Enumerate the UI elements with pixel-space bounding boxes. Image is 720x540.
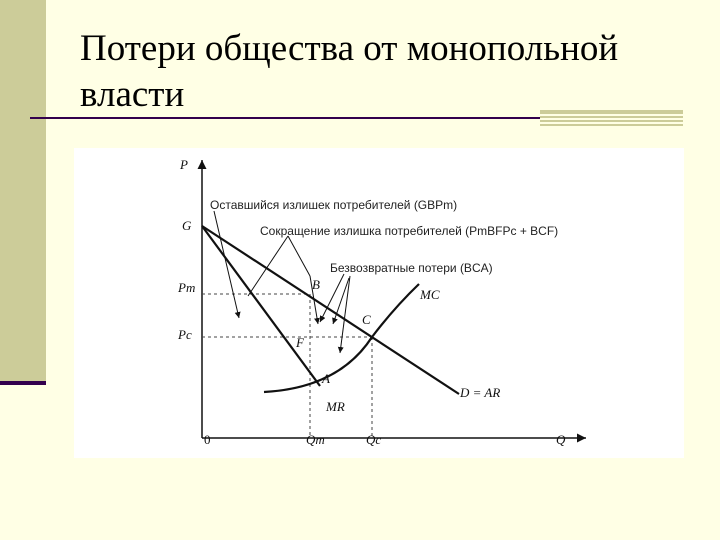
origin-label: 0	[204, 432, 211, 447]
axis-y-label: P	[180, 157, 188, 172]
demand-curve	[202, 226, 459, 394]
title-line-1: Потери общества от монопольной	[80, 28, 619, 69]
mr-curve	[202, 226, 320, 386]
title-underline	[30, 117, 540, 119]
title-line-2: власти	[80, 74, 185, 115]
title-underline-block	[540, 110, 683, 126]
point-c-label: C	[362, 312, 371, 327]
point-g-label: G	[182, 218, 192, 233]
monopoly-diagram	[74, 148, 684, 458]
curve-mr-label: MR	[326, 399, 345, 414]
tick-qc-label: Qc	[366, 432, 382, 447]
arrow-deadweight-2	[340, 276, 350, 353]
arrow-surplus-to-triangle	[248, 236, 288, 296]
curve-mc-label: MC	[420, 287, 440, 302]
point-b-label: B	[312, 277, 320, 292]
diagram-svg	[74, 148, 684, 458]
point-f-label: F	[296, 335, 304, 350]
arrow-surplus-to-rect	[288, 236, 310, 276]
slide-side-bar-edge	[0, 381, 46, 385]
annotation-remaining-surplus: Оставшийся излишек потребителей (GBPm)	[210, 198, 458, 212]
curve-demand-label: D = AR	[460, 385, 501, 400]
arrow-surplus-bcf	[320, 274, 344, 322]
point-a-label: A	[322, 371, 330, 386]
arrow-remaining-surplus	[214, 211, 239, 318]
page-title	[80, 26, 680, 118]
tick-pm-label: Pm	[178, 280, 196, 295]
tick-qm-label: Qm	[306, 432, 325, 447]
axis-x-label: Q	[556, 432, 566, 447]
slide-side-bar	[0, 0, 46, 382]
annotation-surplus-reduction: Сокращение излишка потребителей (PmBFPc + BCF)	[260, 224, 559, 238]
annotation-deadweight-loss: Безвозвратные потери (BCA)	[330, 261, 493, 275]
tick-pc-label: Pc	[178, 327, 192, 342]
